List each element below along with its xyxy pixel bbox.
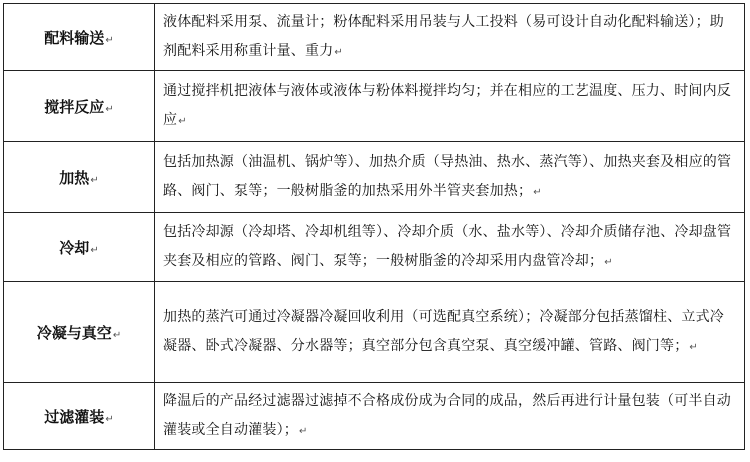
table-row: [4, 383, 745, 450]
table-row: [4, 4, 745, 71]
table-row: [4, 282, 745, 383]
paragraph-mark: ↵: [178, 115, 187, 127]
row-label: 冷却: [59, 238, 90, 257]
row-description-cell: [155, 213, 745, 282]
row-label: 冷凝与真空: [36, 323, 112, 342]
row-description: 包括加热源（油温机、锅炉等）、加热介质（导热油、热水、蒸汽等）、加热夹套及相应的管路、阀门、泵等；一般树脂釜的加热采用外半管夹套加热；: [163, 153, 732, 199]
row-description-cell: [155, 142, 745, 213]
table-row: [4, 142, 745, 213]
paragraph-mark: ↵: [334, 46, 343, 58]
row-description-cell: [155, 4, 745, 71]
row-description-cell: [155, 383, 745, 450]
row-label: 配料输送: [44, 28, 105, 47]
paragraph-mark: ↵: [604, 256, 613, 268]
row-label-cell: [4, 213, 155, 282]
row-label: 加热: [59, 168, 90, 187]
table-row: [4, 71, 745, 142]
row-label-cell: [4, 142, 155, 213]
row-description: 降温后的产品经过滤器过滤掉不合格成份成为合同的成品，然后再进行计量包装（可半自动灌装或全自动灌装）；: [163, 392, 731, 438]
row-description: 包括冷却源（冷却塔、冷却机组等）、冷却介质（水、盐水等）、冷却介质储存池、冷却盘管夹套及相应的管路、阀门、泵等；一般树脂釜的冷却采用内盘管冷却；: [163, 223, 732, 269]
paragraph-mark: ↵: [90, 244, 99, 256]
paragraph-mark: ↵: [299, 425, 308, 437]
paragraph-mark: ↵: [689, 341, 698, 353]
paragraph-mark: ↵: [533, 186, 542, 198]
row-description: 加热的蒸汽可通过冷凝器冷凝回收利用（可选配真空系统）；冷凝部分包括蒸馏柱、立式冷凝器、卧式冷凝器、分水器等；真空部分包含真空泵、真空缓冲罐、管路、阀门等；: [163, 308, 724, 354]
paragraph-mark: ↵: [90, 174, 99, 186]
row-description-cell: [155, 282, 745, 383]
paragraph-mark: ↵: [105, 34, 114, 46]
row-label-cell: [4, 71, 155, 142]
row-label-cell: [4, 4, 155, 71]
row-label: 搅拌反应: [44, 97, 105, 116]
table-row: [4, 213, 745, 282]
row-label-cell: [4, 383, 155, 450]
row-label-cell: [4, 282, 155, 383]
paragraph-mark: ↵: [105, 103, 114, 115]
row-description: 通过搅拌机把液体与液体或液体与粉体料搅拌均匀；并在相应的工艺温度、压力、时间内反应: [163, 82, 731, 128]
paragraph-mark: ↵: [112, 329, 122, 341]
process-table: [3, 3, 745, 450]
row-description-cell: [155, 71, 745, 142]
paragraph-mark: ↵: [105, 413, 114, 425]
row-label: 过滤灌装: [44, 407, 105, 426]
row-description: 液体配料采用泵、流量计；粉体配料采用吊装与人工投料（易可设计自动化配料输送）；助剂配料采用称重计量、重力: [163, 13, 724, 59]
